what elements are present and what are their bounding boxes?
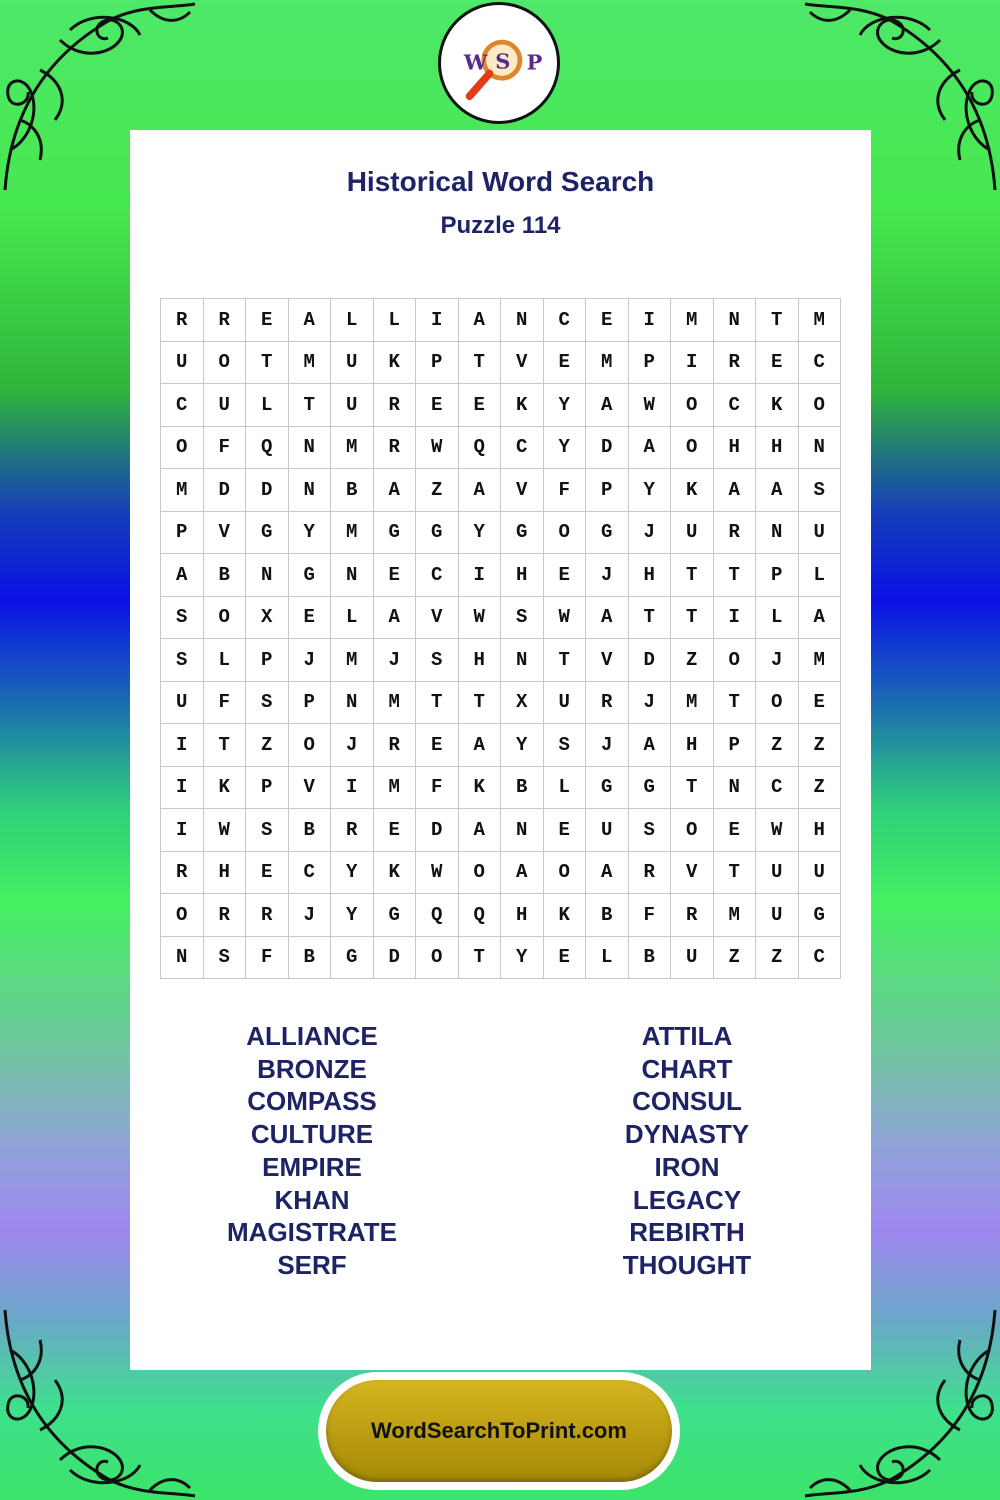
grid-cell[interactable]: O bbox=[799, 384, 842, 427]
grid-cell[interactable]: U bbox=[161, 682, 204, 725]
word-list-right bbox=[537, 1020, 837, 1282]
grid-cell[interactable]: S bbox=[204, 937, 247, 980]
grid-cell[interactable]: O bbox=[756, 682, 799, 725]
letter-grid bbox=[160, 298, 841, 979]
grid-cell[interactable]: G bbox=[331, 937, 374, 980]
grid-cell[interactable]: W bbox=[629, 384, 672, 427]
grid-cell[interactable]: O bbox=[416, 937, 459, 980]
grid-cell[interactable]: H bbox=[204, 852, 247, 895]
grid-cell[interactable]: H bbox=[714, 427, 757, 470]
grid-cell[interactable]: Y bbox=[331, 852, 374, 895]
grid-cell[interactable]: L bbox=[331, 299, 374, 342]
grid-cell[interactable]: A bbox=[629, 724, 672, 767]
grid-cell[interactable]: D bbox=[416, 809, 459, 852]
grid-cell[interactable]: J bbox=[629, 682, 672, 725]
grid-cell[interactable]: A bbox=[459, 809, 502, 852]
grid-cell[interactable]: M bbox=[331, 427, 374, 470]
grid-cell[interactable]: N bbox=[501, 809, 544, 852]
grid-cell[interactable]: S bbox=[246, 809, 289, 852]
grid-cell[interactable]: P bbox=[416, 342, 459, 385]
grid-cell[interactable]: M bbox=[586, 342, 629, 385]
logo-letter-s: S bbox=[495, 48, 511, 74]
grid-cell[interactable]: X bbox=[501, 682, 544, 725]
puzzle-title: Historical Word Search bbox=[346, 166, 655, 197]
word-list-item: THOUGHT bbox=[622, 1249, 752, 1280]
grid-cell[interactable]: U bbox=[544, 682, 587, 725]
grid-cell[interactable]: A bbox=[459, 469, 502, 512]
grid-cell[interactable]: V bbox=[501, 469, 544, 512]
grid-cell[interactable]: W bbox=[416, 427, 459, 470]
grid-cell[interactable]: R bbox=[204, 894, 247, 937]
grid-cell[interactable]: A bbox=[629, 427, 672, 470]
grid-cell[interactable]: W bbox=[416, 852, 459, 895]
grid-cell[interactable]: V bbox=[416, 597, 459, 640]
grid-cell[interactable]: C bbox=[501, 427, 544, 470]
grid-cell[interactable]: Y bbox=[331, 894, 374, 937]
grid-cell[interactable]: Z bbox=[756, 724, 799, 767]
grid-cell[interactable]: E bbox=[416, 384, 459, 427]
grid-cell[interactable]: Y bbox=[501, 724, 544, 767]
grid-cell[interactable]: R bbox=[374, 384, 417, 427]
grid-cell[interactable]: U bbox=[756, 852, 799, 895]
grid-cell[interactable]: M bbox=[714, 894, 757, 937]
grid-cell[interactable]: A bbox=[459, 299, 502, 342]
grid-cell[interactable]: P bbox=[246, 767, 289, 810]
grid-cell[interactable]: G bbox=[501, 512, 544, 555]
grid-cell[interactable]: M bbox=[331, 512, 374, 555]
grid-cell[interactable]: B bbox=[331, 469, 374, 512]
grid-cell[interactable]: P bbox=[586, 469, 629, 512]
word-list-item: KHAN bbox=[274, 1184, 350, 1215]
grid-cell[interactable]: D bbox=[204, 469, 247, 512]
word-list-item: EMPIRE bbox=[262, 1151, 362, 1182]
grid-cell[interactable]: S bbox=[544, 724, 587, 767]
grid-cell[interactable]: N bbox=[289, 469, 332, 512]
grid-cell[interactable]: O bbox=[671, 384, 714, 427]
grid-cell[interactable]: Q bbox=[459, 894, 502, 937]
grid-cell[interactable]: N bbox=[161, 937, 204, 980]
grid-cell[interactable]: J bbox=[374, 639, 417, 682]
grid-cell[interactable]: I bbox=[161, 809, 204, 852]
grid-cell[interactable]: F bbox=[246, 937, 289, 980]
grid-cell[interactable]: H bbox=[459, 639, 502, 682]
word-list-item: DYNASTY bbox=[624, 1119, 750, 1150]
grid-cell[interactable]: N bbox=[799, 427, 842, 470]
grid-cell[interactable]: O bbox=[161, 894, 204, 937]
grid-cell[interactable]: N bbox=[714, 767, 757, 810]
grid-cell[interactable]: W bbox=[756, 809, 799, 852]
grid-cell[interactable]: W bbox=[459, 597, 502, 640]
grid-cell[interactable]: T bbox=[714, 852, 757, 895]
grid-cell[interactable]: U bbox=[331, 342, 374, 385]
grid-cell[interactable]: E bbox=[459, 384, 502, 427]
grid-cell[interactable]: L bbox=[374, 299, 417, 342]
grid-cell[interactable]: N bbox=[501, 299, 544, 342]
grid-cell[interactable]: P bbox=[756, 554, 799, 597]
wsp-logo[interactable] bbox=[438, 2, 560, 124]
grid-cell[interactable]: R bbox=[671, 894, 714, 937]
grid-cell[interactable]: G bbox=[416, 512, 459, 555]
grid-cell[interactable]: F bbox=[204, 427, 247, 470]
grid-cell[interactable]: E bbox=[544, 809, 587, 852]
grid-cell[interactable]: Q bbox=[246, 427, 289, 470]
grid-cell[interactable]: T bbox=[629, 597, 672, 640]
grid-cell[interactable]: Y bbox=[459, 512, 502, 555]
grid-cell[interactable]: T bbox=[544, 639, 587, 682]
grid-cell[interactable]: O bbox=[289, 724, 332, 767]
grid-cell[interactable]: C bbox=[416, 554, 459, 597]
grid-cell[interactable]: G bbox=[246, 512, 289, 555]
grid-cell[interactable]: N bbox=[501, 639, 544, 682]
grid-cell[interactable]: O bbox=[671, 809, 714, 852]
grid-cell[interactable]: F bbox=[544, 469, 587, 512]
grid-cell[interactable]: D bbox=[586, 427, 629, 470]
grid-cell[interactable]: O bbox=[671, 427, 714, 470]
grid-cell[interactable]: D bbox=[374, 937, 417, 980]
grid-cell[interactable]: R bbox=[331, 809, 374, 852]
grid-cell[interactable]: C bbox=[799, 937, 842, 980]
grid-cell[interactable]: C bbox=[714, 384, 757, 427]
grid-cell[interactable]: U bbox=[331, 384, 374, 427]
grid-cell[interactable]: T bbox=[714, 682, 757, 725]
grid-cell[interactable]: G bbox=[374, 512, 417, 555]
grid-cell[interactable]: A bbox=[374, 597, 417, 640]
grid-cell[interactable]: M bbox=[289, 342, 332, 385]
grid-cell[interactable]: Z bbox=[799, 724, 842, 767]
grid-cell[interactable]: Z bbox=[756, 937, 799, 980]
grid-cell[interactable]: S bbox=[246, 682, 289, 725]
grid-cell[interactable]: T bbox=[671, 597, 714, 640]
grid-cell[interactable]: E bbox=[799, 682, 842, 725]
grid-cell[interactable]: K bbox=[374, 852, 417, 895]
grid-cell[interactable]: X bbox=[246, 597, 289, 640]
grid-cell[interactable]: G bbox=[374, 894, 417, 937]
grid-cell[interactable]: P bbox=[161, 512, 204, 555]
grid-cell[interactable]: K bbox=[671, 469, 714, 512]
grid-cell[interactable]: V bbox=[204, 512, 247, 555]
grid-cell[interactable]: R bbox=[161, 852, 204, 895]
grid-cell[interactable]: A bbox=[586, 852, 629, 895]
word-list-item: LEGACY bbox=[632, 1184, 742, 1215]
grid-cell[interactable]: R bbox=[204, 299, 247, 342]
grid-cell[interactable]: R bbox=[374, 724, 417, 767]
grid-cell[interactable]: E bbox=[374, 809, 417, 852]
grid-cell[interactable]: U bbox=[161, 342, 204, 385]
grid-cell[interactable]: Z bbox=[246, 724, 289, 767]
grid-cell[interactable]: A bbox=[799, 597, 842, 640]
grid-cell[interactable]: Q bbox=[416, 894, 459, 937]
grid-cell[interactable]: M bbox=[799, 639, 842, 682]
grid-cell[interactable]: J bbox=[331, 724, 374, 767]
puzzle-sheet bbox=[130, 130, 871, 1370]
grid-cell[interactable]: Y bbox=[544, 384, 587, 427]
grid-cell[interactable]: M bbox=[671, 682, 714, 725]
grid-cell[interactable]: R bbox=[586, 682, 629, 725]
grid-cell[interactable]: M bbox=[799, 299, 842, 342]
grid-cell[interactable]: T bbox=[671, 554, 714, 597]
grid-cell[interactable]: M bbox=[374, 767, 417, 810]
grid-cell[interactable]: N bbox=[246, 554, 289, 597]
grid-cell[interactable]: I bbox=[459, 554, 502, 597]
grid-cell[interactable]: A bbox=[586, 384, 629, 427]
grid-cell[interactable]: Z bbox=[671, 639, 714, 682]
grid-cell[interactable]: K bbox=[544, 894, 587, 937]
grid-cell[interactable]: Y bbox=[289, 512, 332, 555]
grid-cell[interactable]: Z bbox=[799, 767, 842, 810]
grid-cell[interactable]: B bbox=[289, 809, 332, 852]
word-list-item: BRONZE bbox=[257, 1053, 367, 1084]
grid-cell[interactable]: I bbox=[714, 597, 757, 640]
grid-cell[interactable]: N bbox=[331, 554, 374, 597]
grid-cell[interactable]: T bbox=[459, 342, 502, 385]
grid-cell[interactable]: T bbox=[459, 682, 502, 725]
grid-cell[interactable]: E bbox=[714, 809, 757, 852]
grid-cell[interactable]: Y bbox=[501, 937, 544, 980]
grid-cell[interactable]: S bbox=[799, 469, 842, 512]
grid-cell[interactable]: N bbox=[289, 427, 332, 470]
grid-cell[interactable]: E bbox=[544, 554, 587, 597]
grid-cell[interactable]: P bbox=[714, 724, 757, 767]
grid-cell[interactable]: L bbox=[204, 639, 247, 682]
word-list-item: SERF bbox=[277, 1249, 347, 1280]
word-list-left bbox=[162, 1020, 462, 1282]
grid-cell[interactable]: W bbox=[204, 809, 247, 852]
grid-cell[interactable]: N bbox=[331, 682, 374, 725]
grid-cell[interactable]: R bbox=[246, 894, 289, 937]
grid-cell[interactable]: F bbox=[204, 682, 247, 725]
logo-letter-p: P bbox=[526, 49, 543, 75]
grid-cell[interactable]: R bbox=[714, 342, 757, 385]
grid-cell[interactable]: H bbox=[629, 554, 672, 597]
grid-cell[interactable]: G bbox=[586, 512, 629, 555]
grid-cell[interactable]: J bbox=[289, 639, 332, 682]
grid-cell[interactable]: O bbox=[459, 852, 502, 895]
grid-cell[interactable]: N bbox=[714, 299, 757, 342]
grid-cell[interactable]: U bbox=[586, 809, 629, 852]
grid-cell[interactable]: R bbox=[374, 427, 417, 470]
grid-cell[interactable]: T bbox=[459, 937, 502, 980]
grid-cell[interactable]: L bbox=[756, 597, 799, 640]
grid-cell[interactable]: U bbox=[671, 512, 714, 555]
grid-cell[interactable]: T bbox=[714, 554, 757, 597]
grid-cell[interactable]: N bbox=[756, 512, 799, 555]
grid-cell[interactable]: S bbox=[416, 639, 459, 682]
grid-cell[interactable]: G bbox=[586, 767, 629, 810]
grid-cell[interactable]: L bbox=[246, 384, 289, 427]
grid-cell[interactable]: E bbox=[586, 299, 629, 342]
grid-cell[interactable]: U bbox=[204, 384, 247, 427]
grid-cell[interactable]: A bbox=[374, 469, 417, 512]
grid-cell[interactable]: B bbox=[586, 894, 629, 937]
grid-cell[interactable]: H bbox=[756, 427, 799, 470]
logo-letter-w: W bbox=[463, 49, 488, 75]
grid-cell[interactable]: J bbox=[586, 554, 629, 597]
grid-cell[interactable]: T bbox=[756, 299, 799, 342]
grid-cell[interactable]: E bbox=[374, 554, 417, 597]
grid-cell[interactable]: A bbox=[459, 724, 502, 767]
grid-cell[interactable]: F bbox=[416, 767, 459, 810]
grid-cell[interactable]: K bbox=[756, 384, 799, 427]
grid-cell[interactable]: D bbox=[629, 639, 672, 682]
grid-cell[interactable]: I bbox=[671, 342, 714, 385]
grid-cell[interactable]: K bbox=[204, 767, 247, 810]
grid-cell[interactable]: P bbox=[629, 342, 672, 385]
grid-cell[interactable]: O bbox=[714, 639, 757, 682]
grid-cell[interactable]: I bbox=[161, 724, 204, 767]
grid-cell[interactable]: M bbox=[331, 639, 374, 682]
grid-cell[interactable]: U bbox=[799, 852, 842, 895]
grid-cell[interactable]: A bbox=[501, 852, 544, 895]
grid-cell[interactable]: O bbox=[544, 852, 587, 895]
grid-cell[interactable]: L bbox=[331, 597, 374, 640]
grid-cell[interactable]: I bbox=[161, 767, 204, 810]
word-list-item: ATTILA bbox=[641, 1021, 733, 1051]
grid-cell[interactable]: A bbox=[714, 469, 757, 512]
grid-cell[interactable]: C bbox=[799, 342, 842, 385]
grid-cell[interactable]: V bbox=[501, 342, 544, 385]
grid-cell[interactable]: M bbox=[161, 469, 204, 512]
word-list-item: CULTURE bbox=[250, 1119, 374, 1150]
grid-cell[interactable]: S bbox=[629, 809, 672, 852]
grid-cell[interactable]: L bbox=[799, 554, 842, 597]
grid-cell[interactable]: L bbox=[544, 767, 587, 810]
grid-cell[interactable]: C bbox=[161, 384, 204, 427]
grid-cell[interactable]: G bbox=[799, 894, 842, 937]
grid-cell[interactable]: R bbox=[629, 852, 672, 895]
site-link-label: WordSearchToPrint.com bbox=[326, 1380, 672, 1482]
grid-cell[interactable]: E bbox=[246, 299, 289, 342]
grid-cell[interactable]: T bbox=[671, 767, 714, 810]
word-list-item: IRON bbox=[654, 1151, 720, 1182]
grid-cell[interactable]: U bbox=[799, 512, 842, 555]
grid-cell[interactable]: P bbox=[246, 639, 289, 682]
grid-cell[interactable]: J bbox=[756, 639, 799, 682]
grid-cell[interactable]: A bbox=[161, 554, 204, 597]
grid-cell[interactable]: P bbox=[289, 682, 332, 725]
grid-cell[interactable]: J bbox=[629, 512, 672, 555]
grid-cell[interactable]: K bbox=[459, 767, 502, 810]
grid-cell[interactable]: K bbox=[501, 384, 544, 427]
grid-cell[interactable]: S bbox=[501, 597, 544, 640]
grid-cell[interactable]: F bbox=[629, 894, 672, 937]
grid-cell[interactable]: T bbox=[204, 724, 247, 767]
grid-cell[interactable]: V bbox=[671, 852, 714, 895]
grid-cell[interactable]: H bbox=[501, 894, 544, 937]
grid-cell[interactable]: O bbox=[544, 512, 587, 555]
grid-cell[interactable]: O bbox=[204, 597, 247, 640]
grid-cell[interactable]: H bbox=[671, 724, 714, 767]
grid-cell[interactable]: O bbox=[161, 427, 204, 470]
grid-cell[interactable]: D bbox=[246, 469, 289, 512]
grid-cell[interactable]: B bbox=[204, 554, 247, 597]
grid-cell[interactable]: L bbox=[586, 937, 629, 980]
grid-cell[interactable]: B bbox=[289, 937, 332, 980]
grid-cell[interactable]: C bbox=[544, 299, 587, 342]
grid-cell[interactable]: O bbox=[204, 342, 247, 385]
grid-cell[interactable]: Y bbox=[629, 469, 672, 512]
grid-cell[interactable]: U bbox=[756, 894, 799, 937]
grid-cell[interactable]: V bbox=[289, 767, 332, 810]
grid-cell[interactable]: G bbox=[629, 767, 672, 810]
puzzle-number: Puzzle 114 bbox=[440, 212, 561, 239]
grid-cell[interactable]: E bbox=[416, 724, 459, 767]
grid-cell[interactable]: U bbox=[671, 937, 714, 980]
grid-cell[interactable]: A bbox=[586, 597, 629, 640]
grid-cell[interactable]: T bbox=[246, 342, 289, 385]
grid-cell[interactable]: H bbox=[501, 554, 544, 597]
grid-cell[interactable]: K bbox=[374, 342, 417, 385]
grid-cell[interactable]: E bbox=[756, 342, 799, 385]
grid-cell[interactable]: B bbox=[629, 937, 672, 980]
word-list-item: MAGISTRATE bbox=[227, 1217, 397, 1248]
grid-cell[interactable]: Z bbox=[714, 937, 757, 980]
word-list-item: ALLIANCE bbox=[246, 1021, 378, 1051]
grid-cell[interactable]: J bbox=[586, 724, 629, 767]
grid-cell[interactable]: C bbox=[289, 852, 332, 895]
grid-cell[interactable]: H bbox=[799, 809, 842, 852]
grid-cell[interactable]: I bbox=[629, 299, 672, 342]
grid-cell[interactable]: A bbox=[289, 299, 332, 342]
grid-cell[interactable]: E bbox=[544, 937, 587, 980]
grid-cell[interactable]: Q bbox=[459, 427, 502, 470]
grid-cell[interactable]: A bbox=[756, 469, 799, 512]
grid-cell[interactable]: E bbox=[246, 852, 289, 895]
grid-cell[interactable]: J bbox=[289, 894, 332, 937]
word-list-item: CONSUL bbox=[632, 1086, 742, 1117]
grid-cell[interactable]: S bbox=[161, 639, 204, 682]
grid-cell[interactable]: B bbox=[501, 767, 544, 810]
grid-cell[interactable]: I bbox=[331, 767, 374, 810]
word-list-item: CHART bbox=[641, 1053, 733, 1084]
grid-cell[interactable]: W bbox=[544, 597, 587, 640]
grid-cell[interactable]: I bbox=[416, 299, 459, 342]
grid-cell[interactable]: E bbox=[289, 597, 332, 640]
grid-cell[interactable]: R bbox=[714, 512, 757, 555]
grid-cell[interactable]: Z bbox=[416, 469, 459, 512]
grid-cell[interactable]: E bbox=[544, 342, 587, 385]
grid-cell[interactable]: C bbox=[756, 767, 799, 810]
grid-cell[interactable]: T bbox=[289, 384, 332, 427]
grid-cell[interactable]: M bbox=[671, 299, 714, 342]
grid-cell[interactable]: T bbox=[416, 682, 459, 725]
grid-cell[interactable]: V bbox=[586, 639, 629, 682]
grid-cell[interactable]: G bbox=[289, 554, 332, 597]
word-list-item: COMPASS bbox=[247, 1086, 377, 1117]
site-link-button[interactable] bbox=[318, 1372, 680, 1490]
grid-cell[interactable]: M bbox=[374, 682, 417, 725]
grid-cell[interactable]: Y bbox=[544, 427, 587, 470]
grid-cell[interactable]: R bbox=[161, 299, 204, 342]
word-list-item: REBIRTH bbox=[629, 1217, 745, 1248]
grid-cell[interactable]: S bbox=[161, 597, 204, 640]
